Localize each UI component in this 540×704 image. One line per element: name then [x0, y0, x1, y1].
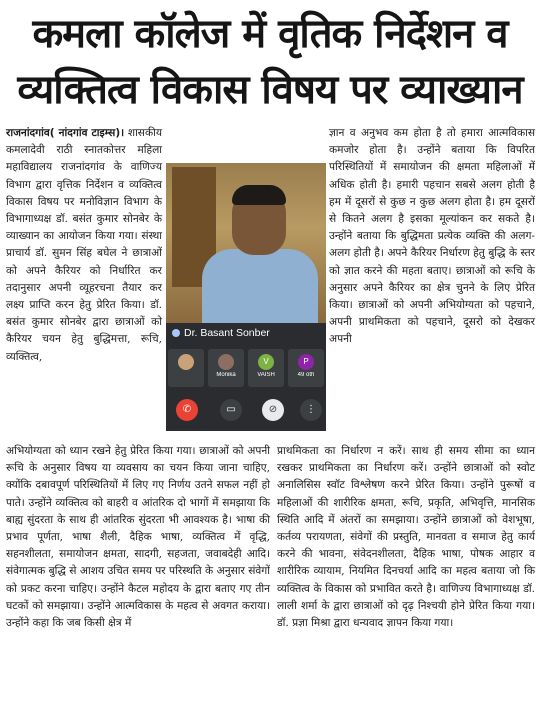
article-column-left-bottom [6, 443, 270, 703]
article-column-right-bottom [277, 443, 535, 703]
participant-avatar: P [298, 354, 314, 370]
speaker-name: Dr. Basant Sonber [184, 327, 270, 339]
dateline: राजनांदगांव( नांदगांव टाइम्स)। [6, 127, 125, 139]
article-text-left-bottom: अभियोग्यता को ध्यान रखने हेतु प्रेरित किया गया। छात्राओं को अपनी रूचि के अनुसार विषय या व्यवसाय का चयन किया जाना चाहिए, क्योंकि दबावपूर्ण परिस्थितियों में लिए गए निर्णय उतने सफल नहीं हो पाते। उन्होंने व्यक्तित्व को बाहरी व आंतरिक दो भागों में समझाया कि बाह्य सुंदरता के साथ ही आंतरिक सुंदरता भी आवश्यक है। भाषा की प्रभाव पूर्णता, भाषा शैली, दैहिक भाषा, व्यक्तित्व में वृद्धि, सहनशीलता, समायोजन क्षमता, सादगी, सहजता, जवाबदेही आदि। संवेगात्मक बुद्धि से आशय उचित समय पर परिस्थति के अनुसार संवेगों को प्रकट करना चाहिए। उन्होंने कैटल महोदय के द्वारा बताए गए तीन घटकों को समझाया। उन्होंने आत्मविकास के महत्व से अवगत कराया। उन्होंने कहा कि जब किसी क्षेत्र में [6, 445, 270, 630]
more-icon[interactable]: ⋮ [300, 399, 322, 421]
participant-avatar: V [258, 354, 274, 370]
participant-avatar [218, 354, 234, 370]
article-text-right-top: ज्ञान व अनुभव कम होता है तो हमारा आत्मविकास कमजोर होता है। उन्होंने बताया कि विपरित परिस्थितियों में समायोजन की क्षमता महिलाओं में अधिक होती है। हमारी पहचान सबसे अलग होती है हम में दूसरों से कुछ न कुछ अलग होता है। हम दूसरों से कितने अलग है इसका मूल्यांकन कर सकते है। उन्होंने बताया कि बुद्धिमता प्रत्येक व्यक्ति की अलग-अलग होती है। अपने कैरियर निर्धारण हेतु बुद्धि के स्तर को ज्ञात करने की महता बताए। छात्राओं को रूचि के अनुसार अपने कैरियर का क्षेत्र चुनने के लिए प्रेरित किया। छात्राओं को अपनी अभियोग्यता को पहचाने, अपनी प्राथमिकता को पहचाने, दूसरो को देखकर अपनी [329, 127, 535, 346]
article-column-right-top [329, 125, 535, 441]
hang-up-icon[interactable]: ✆ [176, 399, 198, 421]
article-column-left-top [6, 125, 162, 445]
participant-tile[interactable] [208, 349, 244, 387]
speaker-shirt [202, 249, 318, 325]
mic-off-icon[interactable]: ⊘ [262, 399, 284, 421]
headline-line-2: व्यक्तित्व विकास विषय पर व्याख्यान [17, 67, 523, 113]
speaker-name-bar [166, 323, 326, 343]
participant-tiles [168, 349, 324, 389]
participant-tile[interactable] [288, 349, 324, 387]
call-controls [166, 391, 326, 431]
participant-label: VAISH [257, 372, 275, 378]
headline [8, 6, 532, 122]
article-text-left-top: शासकीय कमलादेवी राठी स्नातकोत्तर महिला महाविद्यालय राजनांदगांव के वाणिज्य विभाग द्वारा वृत्तिक निर्देशन व व्यक्तित्व विकास विषय पर मनोविज्ञान विभाग के विभागाध्यक्ष डॉ. बसंत कुमार सोनबेर के व्याख्यान का आयोजन किया गया। संस्था प्राचार्य डॉ. सुमन सिंह बघेल ने छात्राओं को अपने कैरियर को निर्धारित कर तदानुसार अपनी व्यूहरचना तैयार कर लक्ष्य प्राप्ति करन हेतु प्रेरित किया। डॉ. बसंत कुमार सोनबेर द्वारा छात्राओं को कैरियर चयन हेतु बुद्धिमत्ता, रूचि, व्यक्तित्व, [6, 127, 162, 363]
headline-line-1: कमला कॉलेज में वृतिक निर्देशन व [32, 11, 508, 57]
video-call-photo [166, 163, 326, 431]
participant-avatar [178, 354, 194, 370]
audio-indicator-icon [172, 329, 180, 337]
article-text-right-bottom: प्राथमिकता का निर्धारण न करें। साथ ही समय सीमा का ध्यान रखकर प्राथमिकता का निर्धारण करें। उन्होंने छात्राओं को स्वोट अनालिसिस स्वॉट विश्लेषण करने प्रेरित किया। उन्होंने पुरूषों व महिलाओं की शारीरिक क्षमता, रूचि, प्रकृति, अभिवृत्ति, मानसिक स्थिति आदि में अंतरों का समझाया। उन्होंने छात्राओं को वेशभूषा, कर्तव्य परायणता, संवेगों की प्रस्तुति, मानवता व समाज हेतु कार्य करने की भावना, संवेदनशीलता, दैहिक भाषा, पोषक आहार व शारीरिक व्यायाम, नियमित दिनचर्या आदि का महत्व बताया जो कि व्यक्तित्व के विकास को प्रभावित करते है। वाणिज्य विभागाध्यक्ष डॉ. लाली शर्मा के द्वारा छात्राओं को दृढ़ निश्चयी होने प्रेरित किया गया। डॉ. प्रज्ञा मिश्रा द्वारा धन्यवाद ज्ञापन किया गया। [277, 445, 535, 630]
participant-tile[interactable] [248, 349, 284, 387]
participant-label: 49 oth [297, 372, 315, 378]
camera-icon[interactable]: ▭ [220, 399, 242, 421]
participant-tile[interactable] [168, 349, 204, 387]
speaker-hair [232, 185, 286, 205]
participant-label: Monika [216, 372, 236, 378]
